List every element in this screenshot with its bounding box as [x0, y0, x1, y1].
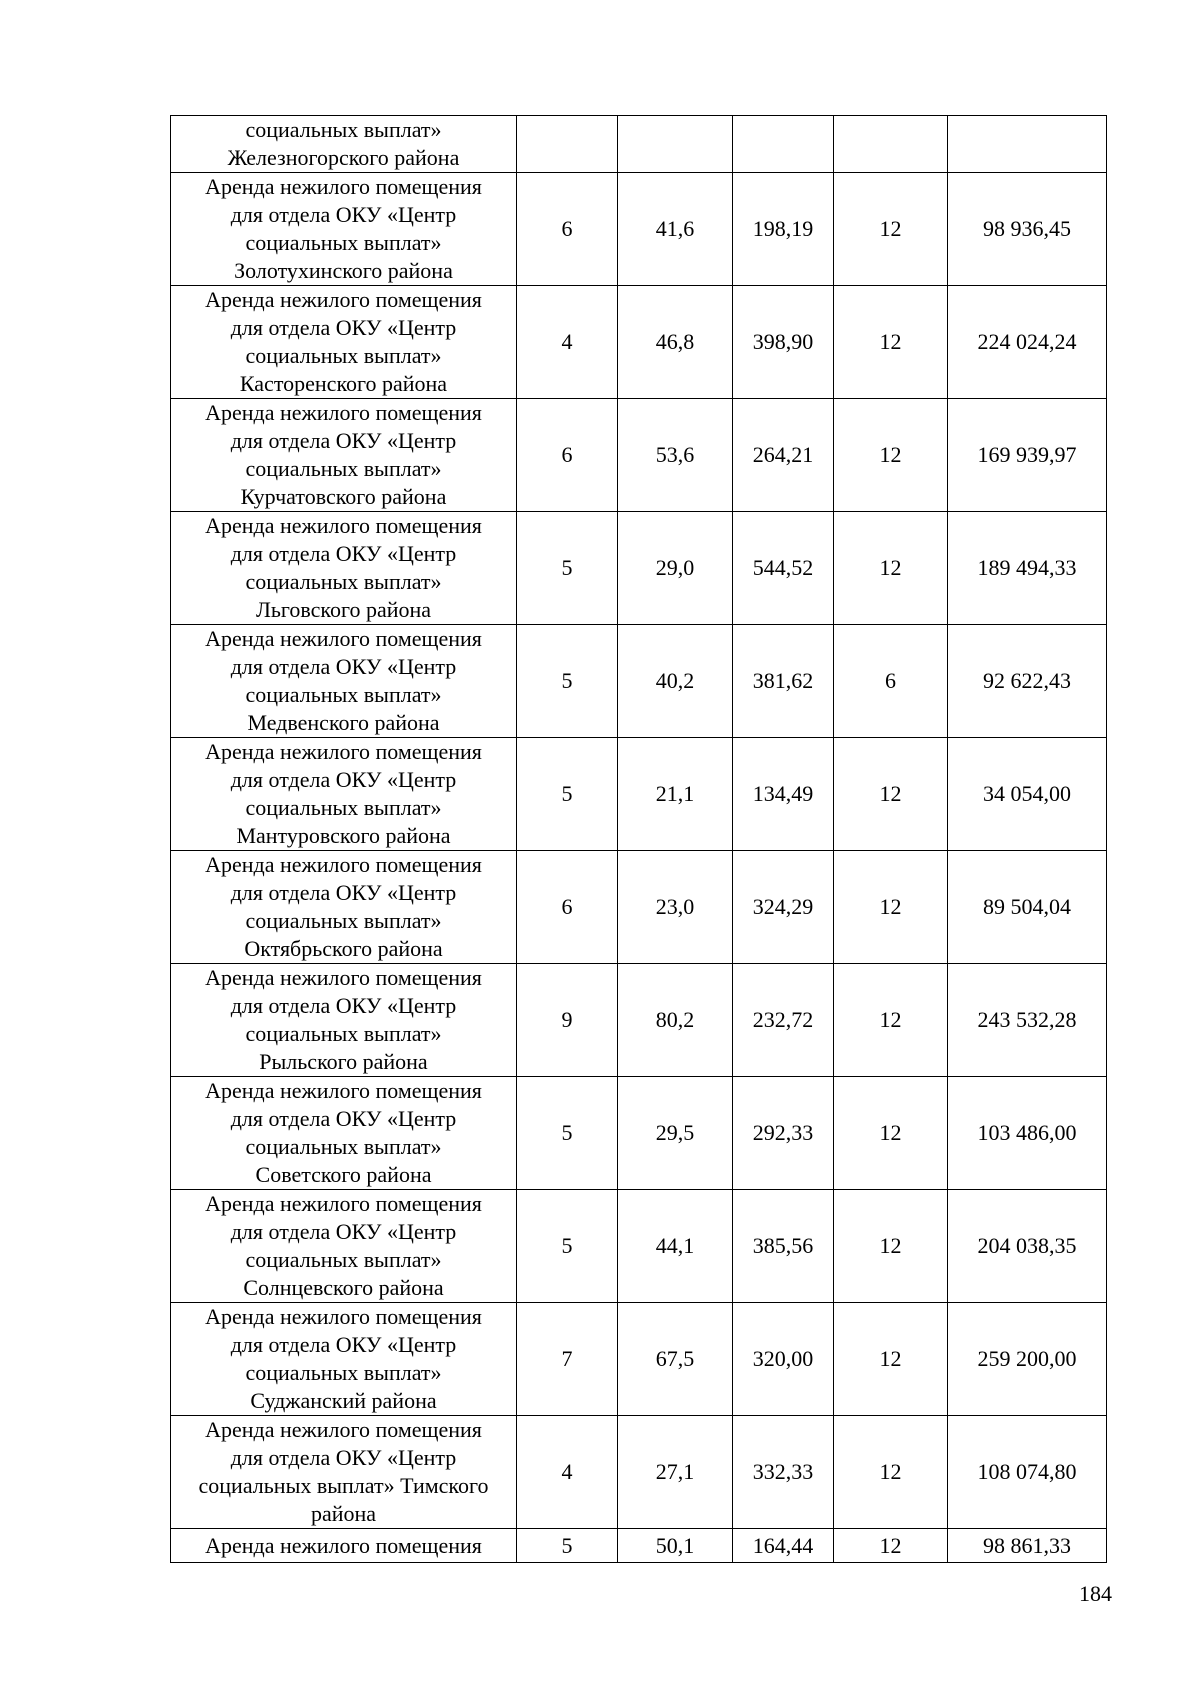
description-line: социальных выплат»: [245, 117, 442, 142]
description-line: для отдела ОКУ «Центр: [230, 1219, 457, 1244]
description-line: Аренда нежилого помещения: [205, 1417, 482, 1442]
table-row: [171, 286, 1107, 399]
table-row: [171, 1416, 1107, 1529]
description-line: социальных выплат»: [245, 230, 442, 255]
cell-col-3: 50,1: [618, 1529, 733, 1563]
description-line: социальных выплат»: [245, 682, 442, 707]
cell-col-5: 12: [834, 964, 948, 1077]
cell-col-6: 92 622,43: [948, 625, 1107, 738]
cell-col-6: 98 861,33: [948, 1529, 1107, 1563]
description-line: Советского района: [255, 1162, 432, 1187]
cell-description: [171, 1416, 517, 1529]
cell-description: [171, 625, 517, 738]
cell-col-6: 108 074,80: [948, 1416, 1107, 1529]
cell-col-4: 544,52: [733, 512, 834, 625]
table-row: [171, 738, 1107, 851]
cell-col-5: 12: [834, 1077, 948, 1190]
table-row: [171, 625, 1107, 738]
cell-col-2: 6: [517, 399, 618, 512]
description-line: для отдела ОКУ «Центр: [230, 1106, 457, 1131]
description-line: Льговского района: [255, 597, 432, 622]
cell-col-3: 41,6: [618, 173, 733, 286]
description-line: социальных выплат»: [245, 1247, 442, 1272]
description-line: Медвенского района: [247, 710, 440, 735]
page-number: 184: [1079, 1581, 1112, 1606]
cell-col-2: 5: [517, 1529, 618, 1563]
cell-description: [171, 1529, 517, 1563]
description-line: Мантуровского района: [236, 823, 451, 848]
description-line: для отдела ОКУ «Центр: [230, 767, 457, 792]
table-row: [171, 512, 1107, 625]
cell-col-6: [948, 116, 1107, 173]
description-line: социальных выплат»: [245, 1134, 442, 1159]
description-line: социальных выплат»: [245, 1360, 442, 1385]
cell-col-2: 5: [517, 1077, 618, 1190]
cell-col-2: 5: [517, 512, 618, 625]
description-line: социальных выплат»: [245, 908, 442, 933]
cell-col-6: 103 486,00: [948, 1077, 1107, 1190]
description-line: для отдела ОКУ «Центр: [230, 202, 457, 227]
table-row: [171, 1077, 1107, 1190]
cell-col-6: 243 532,28: [948, 964, 1107, 1077]
cell-col-5: 12: [834, 1416, 948, 1529]
cell-description: [171, 512, 517, 625]
cell-description: [171, 116, 517, 173]
description-line: Касторенского района: [239, 371, 448, 396]
cell-col-5: 12: [834, 1190, 948, 1303]
description-line: Курчатовского района: [240, 484, 447, 509]
rent-table: [170, 115, 1107, 1563]
description-line: Аренда нежилого помещения: [205, 287, 482, 312]
cell-col-3: 67,5: [618, 1303, 733, 1416]
cell-col-3: 23,0: [618, 851, 733, 964]
table-body: [171, 116, 1107, 1563]
cell-col-3: 27,1: [618, 1416, 733, 1529]
cell-description: [171, 1077, 517, 1190]
cell-col-6: 204 038,35: [948, 1190, 1107, 1303]
description-line: для отдела ОКУ «Центр: [230, 541, 457, 566]
cell-col-2: 4: [517, 286, 618, 399]
cell-col-4: 264,21: [733, 399, 834, 512]
description-line: социальных выплат»: [245, 1021, 442, 1046]
description-line: Аренда нежилого помещения: [205, 965, 482, 990]
cell-col-5: 12: [834, 1529, 948, 1563]
description-line: Аренда нежилого помещения: [205, 1304, 482, 1329]
description-line: для отдела ОКУ «Центр: [230, 880, 457, 905]
cell-description: [171, 286, 517, 399]
cell-col-3: 40,2: [618, 625, 733, 738]
description-line: для отдела ОКУ «Центр: [230, 315, 457, 340]
table-row: [171, 964, 1107, 1077]
cell-description: [171, 399, 517, 512]
cell-col-4: 232,72: [733, 964, 834, 1077]
cell-col-5: [834, 116, 948, 173]
description-line: Октябрьского района: [244, 936, 443, 961]
cell-description: [171, 851, 517, 964]
description-line: Аренда нежилого помещения: [205, 174, 482, 199]
table-row: [171, 851, 1107, 964]
description-line: для отдела ОКУ «Центр: [230, 1332, 457, 1357]
description-line: Солнцевского района: [243, 1275, 444, 1300]
cell-col-4: 292,33: [733, 1077, 834, 1190]
cell-col-4: 198,19: [733, 173, 834, 286]
cell-col-4: 324,29: [733, 851, 834, 964]
description-line: социальных выплат»: [245, 795, 442, 820]
description-line: Суджанский района: [250, 1388, 437, 1413]
cell-col-4: 385,56: [733, 1190, 834, 1303]
cell-col-6: 34 054,00: [948, 738, 1107, 851]
description-line: Аренда нежилого помещения: [205, 400, 482, 425]
cell-col-3: 44,1: [618, 1190, 733, 1303]
description-line: социальных выплат»: [245, 456, 442, 481]
description-line: Золотухинского района: [234, 258, 453, 283]
table-row: [171, 399, 1107, 512]
description-line: Аренда нежилого помещения: [205, 852, 482, 877]
cell-col-4: 398,90: [733, 286, 834, 399]
cell-col-3: 29,5: [618, 1077, 733, 1190]
description-line: Аренда нежилого помещения: [205, 739, 482, 764]
cell-col-4: 381,62: [733, 625, 834, 738]
cell-col-3: 46,8: [618, 286, 733, 399]
description-line: для отдела ОКУ «Центр: [230, 1445, 457, 1470]
cell-col-2: 5: [517, 1190, 618, 1303]
cell-col-3: 29,0: [618, 512, 733, 625]
cell-col-5: 6: [834, 625, 948, 738]
cell-col-6: 169 939,97: [948, 399, 1107, 512]
cell-col-5: 12: [834, 399, 948, 512]
description-line: Железногорского района: [227, 145, 460, 170]
cell-col-6: 224 024,24: [948, 286, 1107, 399]
description-line: Аренда нежилого помещения: [205, 626, 482, 651]
description-line: Аренда нежилого помещения: [205, 1191, 482, 1216]
cell-col-2: [517, 116, 618, 173]
cell-col-5: 12: [834, 851, 948, 964]
cell-col-3: [618, 116, 733, 173]
table-row: [171, 1190, 1107, 1303]
description-line: для отдела ОКУ «Центр: [230, 993, 457, 1018]
cell-col-2: 7: [517, 1303, 618, 1416]
cell-col-2: 6: [517, 851, 618, 964]
table-row: [171, 1529, 1107, 1563]
description-line: для отдела ОКУ «Центр: [230, 654, 457, 679]
cell-description: [171, 1303, 517, 1416]
cell-col-5: 12: [834, 1303, 948, 1416]
description-line: социальных выплат» Тимского: [198, 1473, 489, 1498]
table-row: [171, 1303, 1107, 1416]
cell-col-4: 134,49: [733, 738, 834, 851]
cell-col-5: 12: [834, 512, 948, 625]
cell-col-6: 89 504,04: [948, 851, 1107, 964]
cell-col-6: 259 200,00: [948, 1303, 1107, 1416]
description-line: Аренда нежилого помещения: [205, 513, 482, 538]
cell-col-2: 9: [517, 964, 618, 1077]
description-line: Рыльского района: [259, 1049, 428, 1074]
cell-col-6: 98 936,45: [948, 173, 1107, 286]
description-line: Аренда нежилого помещения: [205, 1532, 482, 1558]
table-row: [171, 173, 1107, 286]
cell-col-2: 6: [517, 173, 618, 286]
cell-description: [171, 173, 517, 286]
description-line: социальных выплат»: [245, 343, 442, 368]
description-line: социальных выплат»: [245, 569, 442, 594]
cell-col-3: 53,6: [618, 399, 733, 512]
cell-col-5: 12: [834, 173, 948, 286]
cell-col-4: 332,33: [733, 1416, 834, 1529]
cell-col-2: 5: [517, 625, 618, 738]
cell-col-4: 164,44: [733, 1529, 834, 1563]
cell-col-2: 4: [517, 1416, 618, 1529]
cell-description: [171, 964, 517, 1077]
cell-col-3: 80,2: [618, 964, 733, 1077]
description-line: Аренда нежилого помещения: [205, 1078, 482, 1103]
cell-col-4: 320,00: [733, 1303, 834, 1416]
cell-col-5: 12: [834, 286, 948, 399]
cell-description: [171, 1190, 517, 1303]
cell-col-2: 5: [517, 738, 618, 851]
description-line: района: [310, 1501, 377, 1526]
cell-col-5: 12: [834, 738, 948, 851]
cell-col-6: 189 494,33: [948, 512, 1107, 625]
description-line: для отдела ОКУ «Центр: [230, 428, 457, 453]
cell-description: [171, 738, 517, 851]
cell-col-4: [733, 116, 834, 173]
cell-col-3: 21,1: [618, 738, 733, 851]
table-row: [171, 116, 1107, 173]
